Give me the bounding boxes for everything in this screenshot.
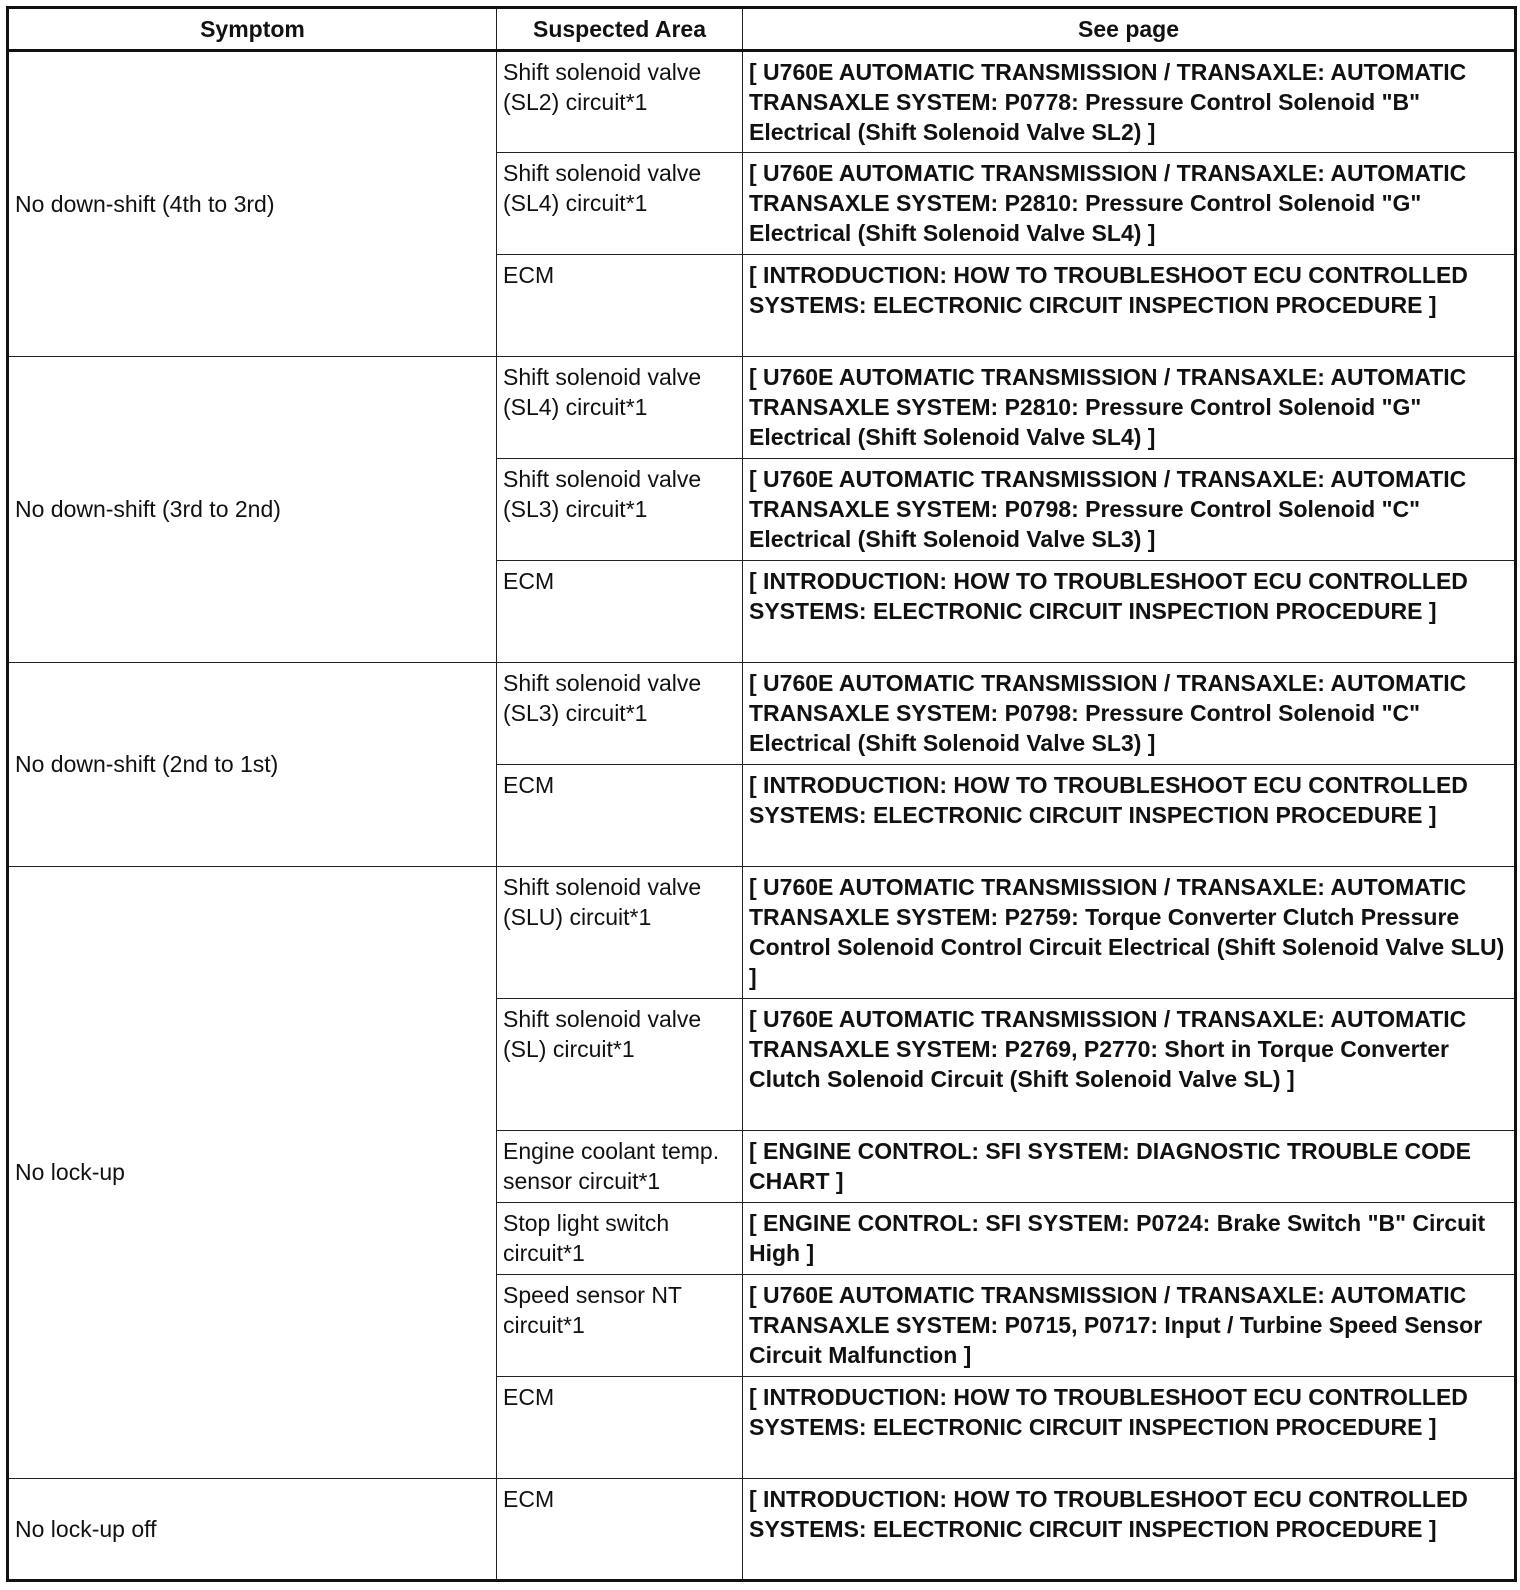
- suspected-area-cell: Engine coolant temp. sensor circuit*1: [497, 1131, 743, 1203]
- table-row: [8, 357, 1516, 459]
- see-page-cell: [ U760E AUTOMATIC TRANSMISSION / TRANSAXLE: AUTOMATIC TRANSAXLE SYSTEM: P2759: Torque Converter Clutch Pressure Control Solenoid Control Circuit Electrical (Shift Solenoid Valve SLU) ]: [743, 867, 1516, 999]
- see-page-cell: [ INTRODUCTION: HOW TO TROUBLESHOOT ECU CONTROLLED SYSTEMS: ELECTRONIC CIRCUIT INSPECTION PROCEDURE ]: [743, 561, 1516, 663]
- see-page-cell: [ U760E AUTOMATIC TRANSMISSION / TRANSAXLE: AUTOMATIC TRANSAXLE SYSTEM: P0715, P0717: Input / Turbine Speed Sensor Circuit Malfunction ]: [743, 1275, 1516, 1377]
- suspected-area-cell: Shift solenoid valve (SL) circuit*1: [497, 999, 743, 1131]
- suspected-area-cell: Shift solenoid valve (SLU) circuit*1: [497, 867, 743, 999]
- see-page-cell: [ ENGINE CONTROL: SFI SYSTEM: DIAGNOSTIC TROUBLE CODE CHART ]: [743, 1131, 1516, 1203]
- suspected-area-cell: Shift solenoid valve (SL4) circuit*1: [497, 357, 743, 459]
- table-row: [8, 867, 1516, 999]
- suspected-area-cell: Stop light switch circuit*1: [497, 1203, 743, 1275]
- table-row: [8, 51, 1516, 153]
- suspected-area-cell: Speed sensor NT circuit*1: [497, 1275, 743, 1377]
- table-row: [8, 1479, 1516, 1581]
- suspected-area-cell: ECM: [497, 765, 743, 867]
- header-symptom: Symptom: [8, 8, 497, 51]
- see-page-cell: [ U760E AUTOMATIC TRANSMISSION / TRANSAXLE: AUTOMATIC TRANSAXLE SYSTEM: P0798: Pressure Control Solenoid "C" Electrical (Shift Solenoid Valve SL3) ]: [743, 459, 1516, 561]
- see-page-cell: [ INTRODUCTION: HOW TO TROUBLESHOOT ECU CONTROLLED SYSTEMS: ELECTRONIC CIRCUIT INSPECTION PROCEDURE ]: [743, 765, 1516, 867]
- see-page-cell: [ INTRODUCTION: HOW TO TROUBLESHOOT ECU CONTROLLED SYSTEMS: ELECTRONIC CIRCUIT INSPECTION PROCEDURE ]: [743, 255, 1516, 357]
- suspected-area-cell: ECM: [497, 561, 743, 663]
- suspected-area-cell: ECM: [497, 1377, 743, 1479]
- suspected-area-cell: Shift solenoid valve (SL3) circuit*1: [497, 459, 743, 561]
- suspected-area-cell: Shift solenoid valve (SL4) circuit*1: [497, 153, 743, 255]
- suspected-area-cell: ECM: [497, 1479, 743, 1581]
- see-page-cell: [ U760E AUTOMATIC TRANSMISSION / TRANSAXLE: AUTOMATIC TRANSAXLE SYSTEM: P0778: Pressure Control Solenoid "B" Electrical (Shift Solenoid Valve SL2) ]: [743, 51, 1516, 153]
- see-page-cell: [ INTRODUCTION: HOW TO TROUBLESHOOT ECU CONTROLLED SYSTEMS: ELECTRONIC CIRCUIT INSPECTION PROCEDURE ]: [743, 1377, 1516, 1479]
- see-page-cell: [ U760E AUTOMATIC TRANSMISSION / TRANSAXLE: AUTOMATIC TRANSAXLE SYSTEM: P2769, P2770: Short in Torque Converter Clutch Solenoid Circuit (Shift Solenoid Valve SL) ]: [743, 999, 1516, 1131]
- see-page-cell: [ U760E AUTOMATIC TRANSMISSION / TRANSAXLE: AUTOMATIC TRANSAXLE SYSTEM: P2810: Pressure Control Solenoid "G" Electrical (Shift Solenoid Valve SL4) ]: [743, 357, 1516, 459]
- suspected-area-cell: ECM: [497, 255, 743, 357]
- see-page-cell: [ U760E AUTOMATIC TRANSMISSION / TRANSAXLE: AUTOMATIC TRANSAXLE SYSTEM: P2810: Pressure Control Solenoid "G" Electrical (Shift Solenoid Valve SL4) ]: [743, 153, 1516, 255]
- suspected-area-cell: Shift solenoid valve (SL2) circuit*1: [497, 51, 743, 153]
- suspected-area-cell: Shift solenoid valve (SL3) circuit*1: [497, 663, 743, 765]
- header-row: [8, 8, 1516, 51]
- see-page-cell: [ U760E AUTOMATIC TRANSMISSION / TRANSAXLE: AUTOMATIC TRANSAXLE SYSTEM: P0798: Pressure Control Solenoid "C" Electrical (Shift Solenoid Valve SL3) ]: [743, 663, 1516, 765]
- header-suspected-area: Suspected Area: [497, 8, 743, 51]
- symptom-cell: No down-shift (3rd to 2nd): [8, 357, 497, 663]
- symptom-cell: No lock-up: [8, 867, 497, 1479]
- see-page-cell: [ INTRODUCTION: HOW TO TROUBLESHOOT ECU CONTROLLED SYSTEMS: ELECTRONIC CIRCUIT INSPECTION PROCEDURE ]: [743, 1479, 1516, 1581]
- header-see-page: See page: [743, 8, 1516, 51]
- troubleshooting-table: [6, 6, 1517, 1582]
- symptom-cell: No lock-up off: [8, 1479, 497, 1581]
- see-page-cell: [ ENGINE CONTROL: SFI SYSTEM: P0724: Brake Switch "B" Circuit High ]: [743, 1203, 1516, 1275]
- table-row: [8, 663, 1516, 765]
- symptom-cell: No down-shift (4th to 3rd): [8, 51, 497, 357]
- symptom-cell: No down-shift (2nd to 1st): [8, 663, 497, 867]
